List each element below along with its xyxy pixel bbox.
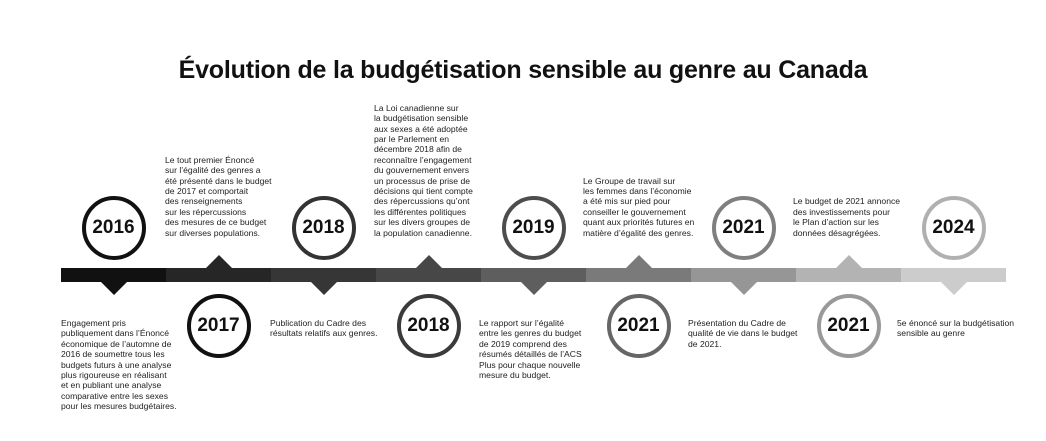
timeline-segment xyxy=(691,268,796,282)
year-circle xyxy=(817,294,881,358)
event-description: 5e énoncé sur la budgétisation sensible au genre xyxy=(897,318,1015,339)
event-description: Publication du Cadre des résultats relatifs aux genres. xyxy=(270,318,378,339)
year-circle xyxy=(922,196,986,260)
pointer-triangle xyxy=(731,282,757,295)
year-label: 2019 xyxy=(512,217,555,238)
pointer-triangle xyxy=(836,255,862,268)
event-description: Le tout premier Énoncé sur l’égalité des genres a été présenté dans le budget de 2017 et comportait des renseignements sur les répercussions des mesures de ce budget sur diverses populations. xyxy=(165,154,272,238)
year-circle xyxy=(607,294,671,358)
year-label: 2024 xyxy=(932,217,975,238)
year-label: 2017 xyxy=(197,315,240,336)
event-description: Le budget de 2021 annonce des investissements pour le Plan d’action sur les données désagrégées. xyxy=(793,196,901,238)
timeline-segment xyxy=(166,268,271,282)
pointer-triangle xyxy=(206,255,232,268)
timeline-segment xyxy=(901,268,1006,282)
event-description: La Loi canadienne sur la budgétisation sensible aux sexes a été adoptée par le Parlement en décembre 2018 afin de reconnaître l’engagement du gouvernement envers un processus de prise de décisions qui tient compte des répercussions qu’ont les différentes politiques sur les divers groupes de la population canadienne. xyxy=(374,102,473,238)
event-description: Le Groupe de travail sur les femmes dans l’économie a été mis sur pied pour conseiller le gouvernement quant aux priorités futures en matière d’égalité des genres. xyxy=(583,175,695,238)
year-label: 2021 xyxy=(722,217,765,238)
timeline-segment xyxy=(61,268,166,282)
pointer-triangle xyxy=(941,282,967,295)
year-circle xyxy=(187,294,251,358)
timeline-segment xyxy=(796,268,901,282)
pointer-triangle xyxy=(521,282,547,295)
event-description: Le rapport sur l’égalité entre les genres du budget de 2019 comprend des résumés détaillés de l’ACS Plus pour chaque nouvelle mesure du budget. xyxy=(479,318,582,381)
year-circle xyxy=(397,294,461,358)
pointer-triangle xyxy=(416,255,442,268)
year-label: 2021 xyxy=(617,315,660,336)
timeline-segment xyxy=(376,268,481,282)
year-label: 2021 xyxy=(827,315,870,336)
year-circle xyxy=(502,196,566,260)
pointer-triangle xyxy=(101,282,127,295)
year-circle xyxy=(82,196,146,260)
pointer-triangle xyxy=(626,255,652,268)
year-label: 2018 xyxy=(302,217,345,238)
timeline-segment xyxy=(586,268,691,282)
year-circle xyxy=(712,196,776,260)
timeline-segment xyxy=(271,268,376,282)
year-label: 2016 xyxy=(92,217,135,238)
year-label: 2018 xyxy=(407,315,450,336)
pointer-triangle xyxy=(311,282,337,295)
event-description: Engagement pris publiquement dans l’Énoncé économique de l’automne de 2016 de soumettre tous les budgets futurs à une analyse plus rigoureuse en réalisant et en publiant une analyse comparative entre les sexes pour les mesures budgétaires. xyxy=(61,318,177,412)
year-circle xyxy=(292,196,356,260)
page-title: Évolution de la budgétisation sensible au genre au Canada xyxy=(178,56,868,84)
timeline-segment xyxy=(481,268,586,282)
event-description: Présentation du Cadre de qualité de vie dans le budget de 2021. xyxy=(688,318,798,349)
